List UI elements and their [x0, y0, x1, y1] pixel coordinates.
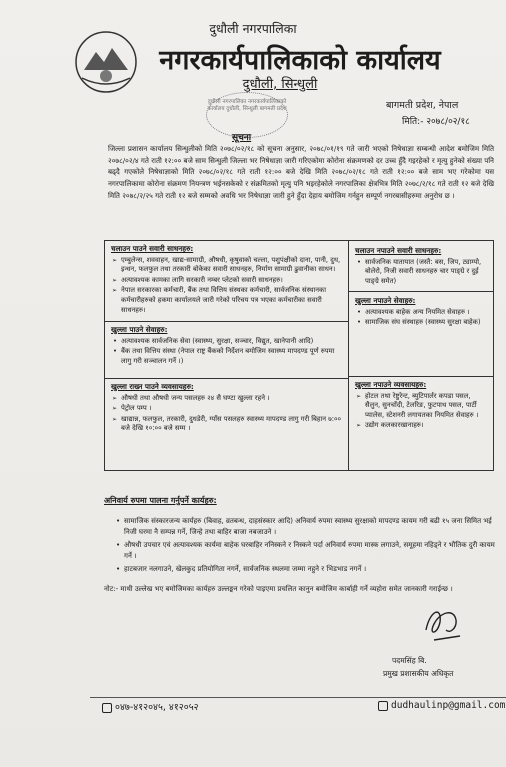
open-businesses-section — [111, 382, 343, 435]
open-services-section — [111, 325, 343, 367]
office-name: नगरकार्यपालिकाको कार्यालय — [159, 45, 441, 76]
notice-date: मिति:- २०७८/०२/१८ — [402, 117, 470, 127]
list-item: • अत्यावश्यक सार्वजनिक सेवा (स्वास्थ्य, सुरक्षा, सञ्चार, विद्युत, खानेपानी आदि) — [121, 337, 343, 347]
phone-number: ०४७-४१२०४५, ४१२०५२ — [115, 702, 199, 713]
section-heading: चलाउन नपाउने सवारी साधनहरु: — [355, 246, 442, 255]
list-item: ➢ अत्यावश्यक कामका लागि सरकारी नम्बर प्लेटको सवारी साधनहरु। — [121, 276, 343, 286]
section-heading: खुल्ला राख्न पाउने व्यवसायहरु: — [111, 382, 194, 391]
rules-table — [104, 240, 494, 471]
notice-body: जिल्ला प्रशासन कार्यालय सिन्धुलीको मिति २०७८/०२/१८ को सूचना अनुसार, २०७८/०१/१९ गते जारी भएको निषेधाज्ञा सम्बन्धी आदेश बमोजिम मिति २०७८/०२/४ गते राती १२:०० बजे साम सिन्धुली जिल्ला भर निषेधाज्ञा जारी गरिएकोमा कोरोना संक्रमणको दर उच्च हुँदै गइरहेको र मृत्यु हुनेको संख्या पनि बढ्दै गएकोले निषेधाज्ञाको मिति २०७८/०२/१८ गते राती १२:०० बजे देखि मिति २०७८/०२/१८ गते राती १२:०० बजे साम भए गरेकोमा यस नगरपालिकामा कोरोना संक्रमण नियन्त्रण भईनसकेको र संक्रमितको मृत्यु पनि भइरहेकोले नगरपालिका क्षेत्रभित्र मिति २०७८/२/१८ गते राती १२ बजे देखि मिति २०७८/२/२५ गते राती १२ बजे सम्मको अवधि भर निषेधाज्ञा जारी हुने हुँदा देहाय बमोजिम गर्नहुन सम्पूर्ण नगरबासीहरुमा अनुरोध छ । — [108, 144, 494, 200]
list-item: • औषधी उपचार एवं अत्यावश्यक कार्यमा बाहेक घरबाहिर ननिस्कने र निस्कने पर्दा अनिवार्य रुपमा मास्क लगाउने, समूहमा नहिड्ने र भौतिक दुरी कायम गर्ने । — [124, 540, 502, 561]
list-item: • बैंक तथा वित्तिय संस्था (नेपाल राष्ट्र बैंकको निर्देशन बमोजिम स्वास्थ्य मापदण्ड पूर्ण रुपमा लागु गरी सञ्चालन गर्ने ।) — [121, 347, 343, 366]
list-item: ➢ नेपाल सरकारका कर्मचारी, बैंक तथा वित्तिय संस्थका कर्मचारी, सार्वजनिक संस्थानका कर्मचारीहरुको हकमा कार्यालयले जारी गरेको परिचय पत्र भएका कर्मचारीका सवारी साधनहरु। — [121, 286, 343, 315]
table-divider — [348, 241, 349, 470]
municipality-name: दुधौली नगरपालिका — [209, 21, 297, 36]
section-heading: चलाउन पाउने सवारी साधनहरु: — [111, 244, 194, 253]
directives-heading: अनिवार्य रुपमा पालना गर्नुपर्ने कार्यहरु: — [104, 496, 217, 505]
list-item: ➢ होटल तथा रेष्टुरेन्ट, ब्युटिपार्लर कपडा पसल, सैलुन, सुनचाँदी, टेलरिङ, फुटपाथ पसल, पार्टी प्यालेस, स्टेशनरी लगायतका नियमित सेवाहरु । — [365, 392, 487, 421]
closed-services-section — [355, 296, 487, 329]
list-item: ➢ एम्बुलेन्स, शववाहन, खाद्य-सामाग्री, औषधी, कृषुवाको चल्ला, पशुपंक्षीको दाना, पानी, दुध, इन्धन, फलफुल तथा तरकारी बोकेका सवारी साधनहरु, निर्माण सामाग्री ढुवानीका साधन। — [121, 256, 343, 275]
list-item: ➢ औषधी तथा औषधी जन्य पसलहरु २४ सै घण्टा खुल्ला रहने । — [121, 394, 343, 404]
list-item: • सामाजिक संघ संस्थाहरु (स्वास्थ्य सुरक्षा बाहेक) — [365, 318, 487, 328]
phone-icon — [102, 703, 112, 713]
list-item: • सार्वजनिक यातायात (जस्तै: बस, जिप, ट्याम्पो, बोलेरो, निजी सवारी साधनहरु चार पाङ्ग्रे र दुई पाङ्ग्रे समेत) — [365, 258, 487, 287]
table-row-divider — [348, 376, 493, 377]
section-heading: खुल्ला नपाउने व्यवसायहरु: — [355, 380, 427, 389]
directives-list — [114, 516, 502, 578]
table-row-divider — [348, 291, 493, 292]
note-text: नोट:- माथी उल्लेख भए बमोजिमका कार्यहरु उल्लङ्घन गरेको पाइएमा प्रचलित कानुन बमोजिम कार्बाही गर्ने व्यहोरा समेत जानकारी गराईन्छ । — [104, 585, 453, 593]
email-address: dudhaulinp@gmail.com — [391, 700, 506, 711]
banned-vehicles-section — [355, 246, 487, 287]
list-item: ➢ पेट्रोल पम्प । — [121, 404, 343, 414]
list-item: • हाटबजार नलगाउने, खेलकुद प्रतियोगिता नगर्ने, सार्वजनिक स्थलमा जम्मा नहुने र भिडभाड नगर्ने । — [124, 564, 502, 575]
section-heading: खुल्ला नपाउने सेवाहरु: — [355, 296, 416, 305]
list-item: • सामाजिक संस्कारजन्य कार्यहरु (बिवाह, व्रतबन्ध, दाहसंस्कार आदि) अनिवार्य रुपमा स्वास्थ्य सुरक्षाको मापदण्ड कायम गरी बढी १५ जना सिमित भई निजी घरमा नै सम्पन्न गर्ने, जिन्हे तथा बाहिर बाजा नबजाउने । — [124, 516, 502, 537]
office-location: दुधौली, सिन्धुली — [242, 77, 318, 92]
closed-businesses-section — [355, 380, 487, 432]
notice-title: सूचना — [232, 133, 252, 143]
allowed-vehicles-section — [111, 244, 343, 316]
province-name: बागमती प्रदेश, नेपाल — [386, 100, 459, 111]
list-item: ➢ खाद्यान्न, फलफुल, तरकारी, दुधडेरी, ग्याँस पसलहरु स्वास्थ्य मापदण्ड लागु गरी बिहान ७:०० बजे देखि १०:०० बजे सम्म । — [121, 415, 343, 434]
list-item: • अत्यावश्यक बाहेक अन्य नियमित सेवाहरु । — [365, 308, 487, 318]
email-icon — [378, 701, 388, 711]
footer-phone — [102, 700, 199, 713]
signature-icon — [420, 600, 464, 646]
table-row-divider — [105, 378, 348, 379]
table-row-divider — [105, 321, 348, 322]
footer-email — [378, 700, 505, 711]
signatory-name: पदमसिंह बि. — [392, 656, 427, 665]
stamp-text: दुधौली नगरपालिका नगरकार्यपालिकाको कार्यालय दुधौली, सिन्धुली बागमती प्रदेश — [207, 99, 287, 112]
list-item: ➢ उद्योग कलकारखानाहरु। — [365, 421, 487, 431]
section-heading: खुल्ला पाउने सेवाहरु: — [111, 325, 168, 334]
signatory-title: प्रमुख प्रशासकीय अधिकृत — [383, 669, 454, 678]
footer-divider — [90, 697, 506, 698]
